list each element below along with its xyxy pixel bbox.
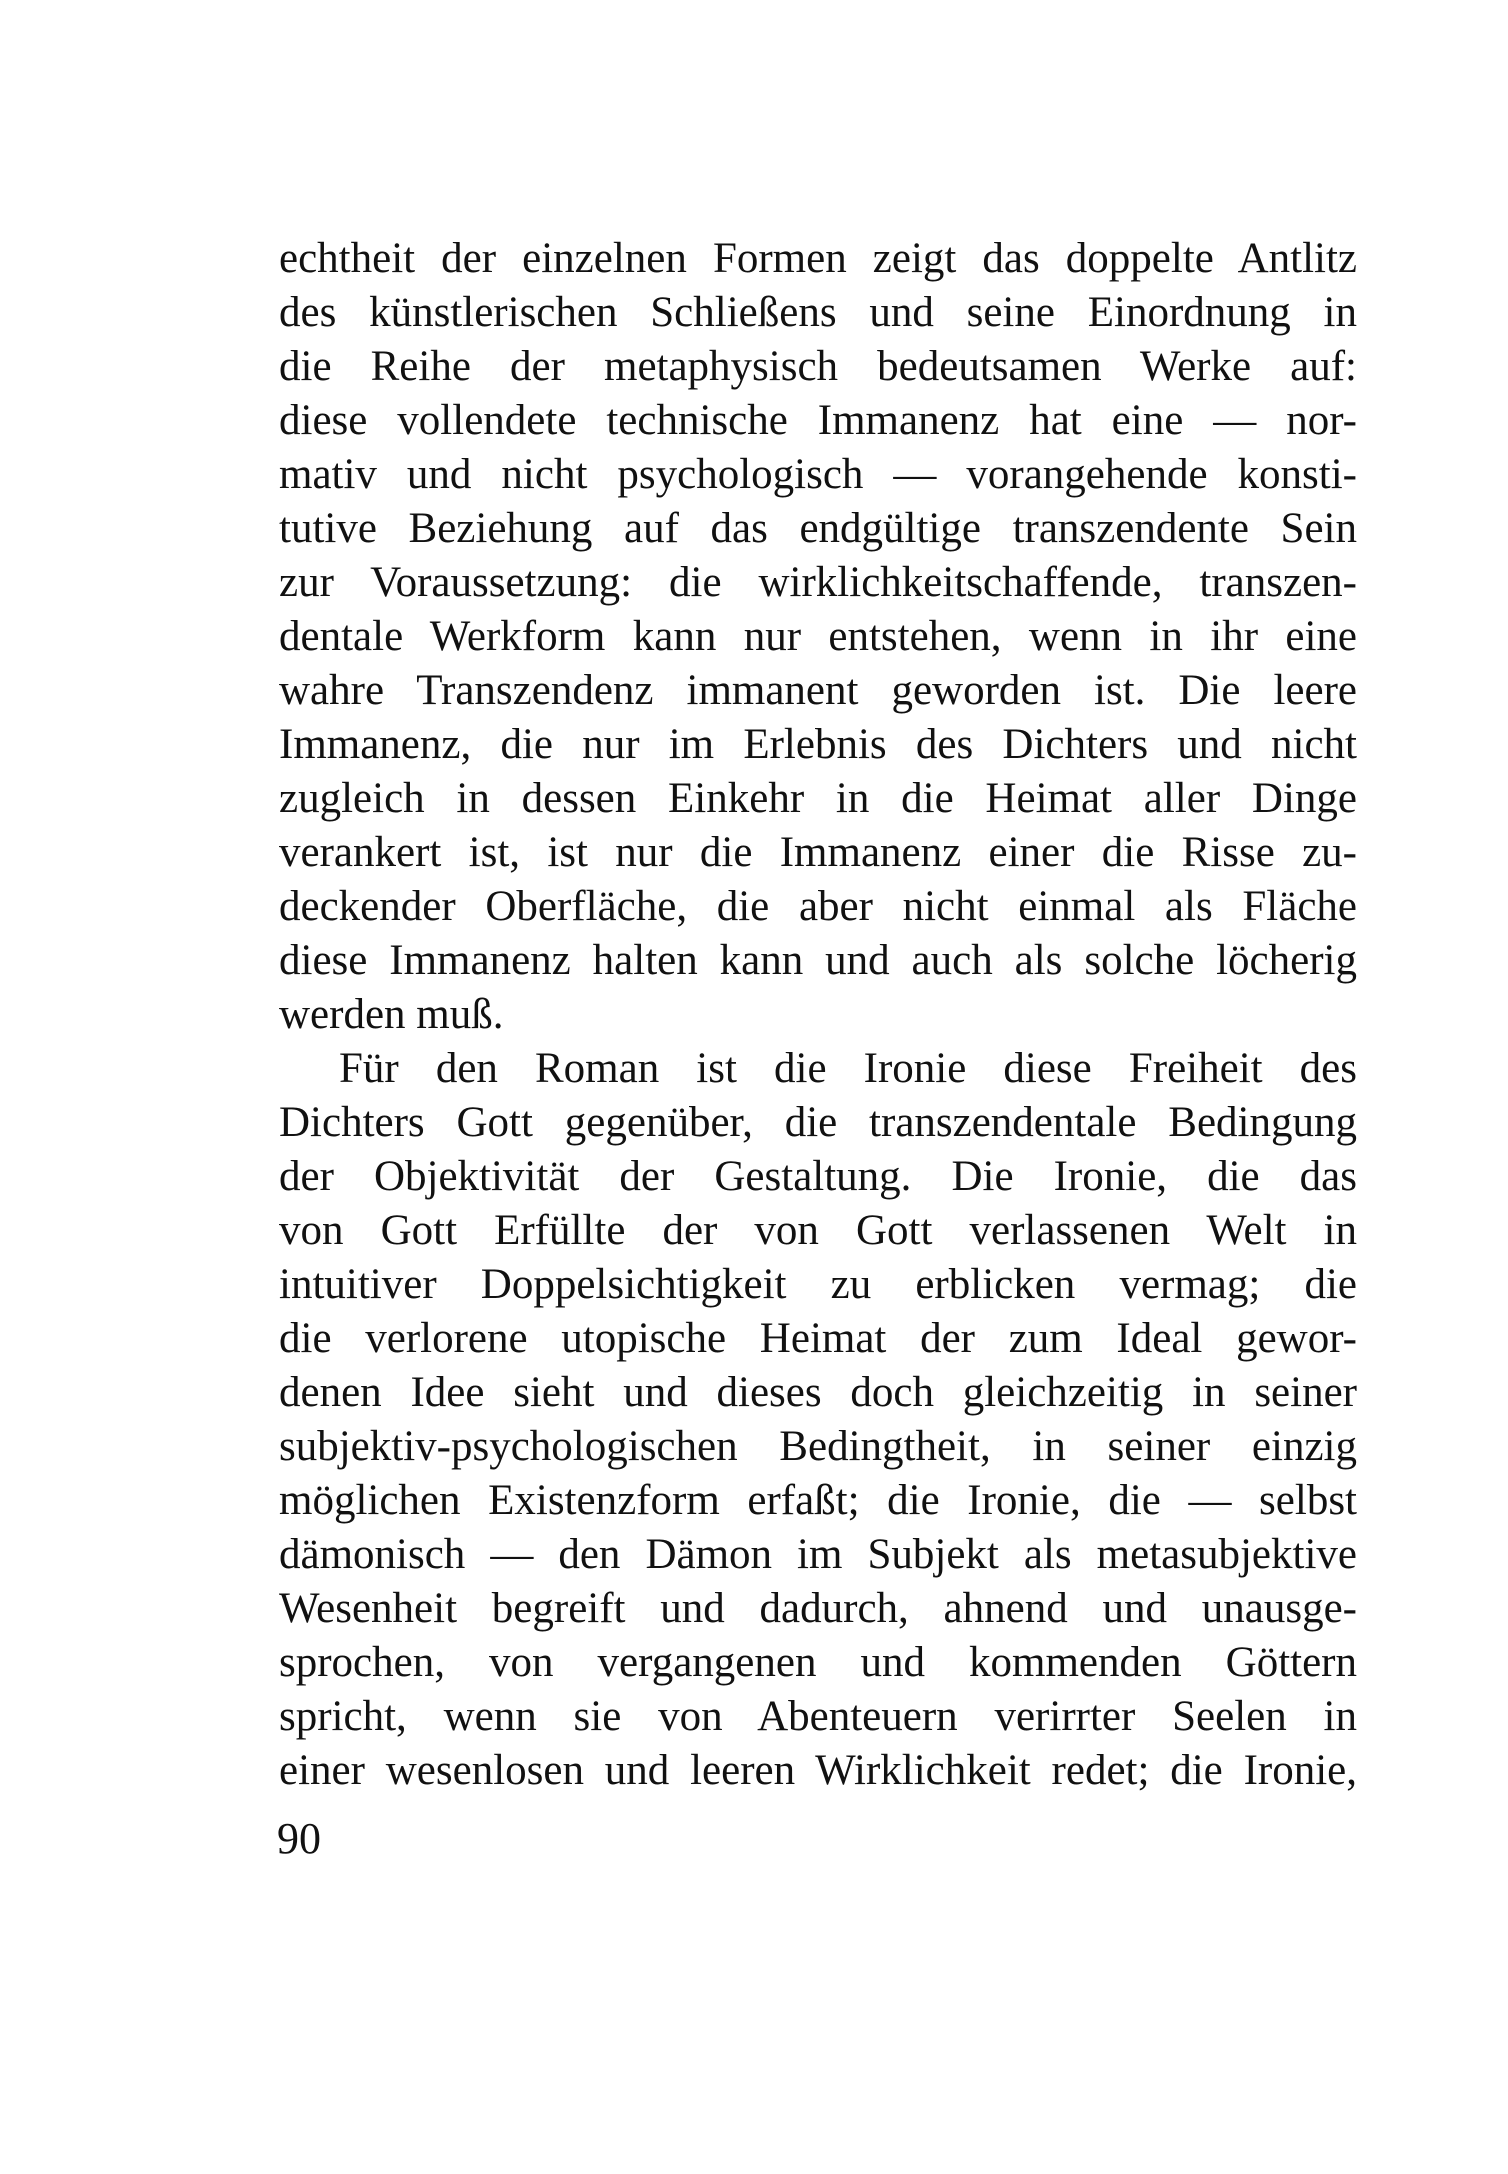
text-line: denen Idee sieht und dieses doch gleichzeitig in seiner: [279, 1369, 1357, 1416]
text-line: werden muß.: [279, 991, 504, 1038]
text-line: Für den Roman ist die Ironie diese Freiheit des: [339, 1045, 1357, 1092]
page-number: 90: [277, 1814, 321, 1863]
text-line: wahre Transzendenz immanent geworden ist. Die leere: [279, 667, 1357, 714]
text-line: einer wesenlosen und leeren Wirklichkeit redet; die Ironie,: [279, 1747, 1357, 1794]
text-line: echtheit der einzelnen Formen zeigt das doppelte Antlitz: [279, 235, 1357, 282]
text-line: die Reihe der metaphysisch bedeutsamen Werke auf:: [279, 343, 1357, 390]
text-line: dämonisch — den Dämon im Subjekt als metasubjektive: [279, 1531, 1357, 1578]
text-line: tutive Beziehung auf das endgültige transzendente Sein: [279, 505, 1357, 552]
text-line: Dichters Gott gegenüber, die transzendentale Bedingung: [279, 1099, 1357, 1146]
text-line: zur Voraussetzung: die wirklichkeitschaffende, transzen-: [279, 559, 1357, 606]
text-line: verankert ist, ist nur die Immanenz einer die Risse zu-: [279, 829, 1357, 876]
body-text: [279, 232, 1357, 1798]
text-line: intuitiver Doppelsichtigkeit zu erblicken vermag; die: [279, 1261, 1357, 1308]
text-line: subjektiv-psychologischen Bedingtheit, in seiner einzig: [279, 1423, 1357, 1470]
text-line: Wesenheit begreift und dadurch, ahnend und unausge-: [279, 1585, 1357, 1632]
text-line: sprochen, von vergangenen und kommenden Göttern: [279, 1639, 1357, 1686]
text-line: Immanenz, die nur im Erlebnis des Dichters und nicht: [279, 721, 1357, 768]
text-line: möglichen Existenzform erfaßt; die Ironie, die — selbst: [279, 1477, 1357, 1524]
text-line: spricht, wenn sie von Abenteuern verirrter Seelen in: [279, 1693, 1357, 1740]
text-line: des künstlerischen Schließens und seine Einordnung in: [279, 289, 1357, 336]
text-line: mativ und nicht psychologisch — vorangehende konsti-: [279, 451, 1357, 498]
text-line: diese vollendete technische Immanenz hat eine — nor-: [279, 397, 1357, 444]
text-line: der Objektivität der Gestaltung. Die Ironie, die das: [279, 1153, 1357, 1200]
text-line: die verlorene utopische Heimat der zum Ideal gewor-: [279, 1315, 1357, 1362]
text-line: diese Immanenz halten kann und auch als solche löcherig: [279, 937, 1357, 984]
text-line: dentale Werkform kann nur entstehen, wenn in ihr eine: [279, 613, 1357, 660]
text-line: deckender Oberfläche, die aber nicht einmal als Fläche: [279, 883, 1357, 930]
text-line: zugleich in dessen Einkehr in die Heimat aller Dinge: [279, 775, 1357, 822]
text-line: von Gott Erfüllte der von Gott verlassenen Welt in: [279, 1207, 1357, 1254]
